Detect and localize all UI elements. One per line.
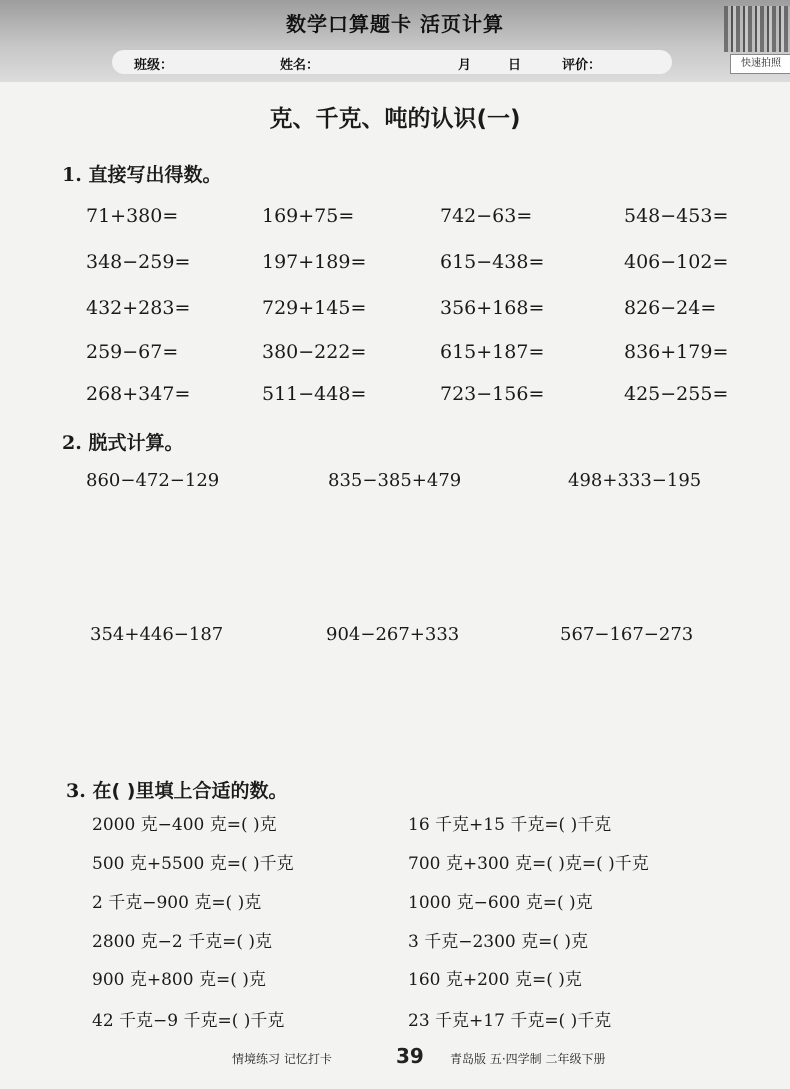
month-label: 月 — [458, 58, 472, 73]
arithmetic-item: 406−102= — [624, 251, 729, 273]
arithmetic-item: 511−448= — [262, 383, 367, 405]
arithmetic-item: 169+75= — [262, 205, 355, 227]
arithmetic-item: 197+189= — [262, 251, 367, 273]
name-label: 姓名： — [280, 58, 320, 73]
arithmetic-item: 380−222= — [262, 341, 367, 363]
fill-blank-item: 700 克+300 克=( )克=( )千克 — [408, 854, 649, 874]
fill-blank-item: 42 千克−9 千克=( )千克 — [92, 1011, 285, 1031]
arithmetic-item: 723−156= — [440, 383, 545, 405]
section-3-heading — [66, 776, 287, 803]
page-number: 39 — [396, 1044, 424, 1068]
quick-photo-label: 快速拍照 — [730, 54, 790, 74]
fill-blank-item: 23 千克+17 千克=( )千克 — [408, 1011, 612, 1031]
arithmetic-item: 826−24= — [624, 297, 717, 319]
arithmetic-item: 836+179= — [624, 341, 729, 363]
footer-right: 青岛版 五·四学制 二年级下册 — [450, 1052, 606, 1066]
banner-title: 数学口算题卡 活页计算 — [286, 12, 504, 36]
expression-item: 860−472−129 — [86, 470, 220, 491]
section-1-number: 1. — [62, 164, 82, 186]
eval-label: 评价： — [562, 58, 602, 73]
arithmetic-item: 432+283= — [86, 297, 191, 319]
section-2-number: 2. — [62, 432, 82, 454]
page-title: 克、千克、吨的认识(一) — [269, 106, 521, 132]
qr-code-icon — [724, 6, 790, 52]
arithmetic-item: 268+347= — [86, 383, 191, 405]
expression-item: 904−267+333 — [326, 624, 460, 645]
section-1-title: 直接写出得数。 — [88, 164, 222, 186]
arithmetic-item: 615+187= — [440, 341, 545, 363]
fill-blank-item: 2800 克−2 千克=( )克 — [92, 932, 273, 952]
footer-left: 情境练习 记忆打卡 — [232, 1052, 332, 1066]
section-2-heading — [62, 428, 183, 455]
section-1-heading — [62, 160, 221, 187]
fill-blank-item: 2000 克−400 克=( )克 — [92, 815, 277, 835]
section-3-number: 3. — [66, 780, 86, 802]
arithmetic-item: 348−259= — [86, 251, 191, 273]
fill-blank-item: 3 千克−2300 克=( )克 — [408, 932, 589, 952]
header-bar — [0, 0, 790, 82]
arithmetic-item: 425−255= — [624, 383, 729, 405]
info-bar — [112, 50, 672, 74]
arithmetic-item: 356+168= — [440, 297, 545, 319]
arithmetic-item: 742−63= — [440, 205, 533, 227]
page-footer — [0, 1044, 790, 1072]
class-label: 班级： — [134, 58, 174, 73]
fill-blank-item: 2 千克−900 克=( )克 — [92, 893, 262, 913]
section-3-title: 在( )里填上合适的数。 — [92, 780, 288, 802]
arithmetic-item: 729+145= — [262, 297, 367, 319]
expression-item: 835−385+479 — [328, 470, 462, 491]
day-label: 日 — [508, 58, 522, 73]
expression-item: 354+446−187 — [90, 624, 224, 645]
arithmetic-item: 71+380= — [86, 205, 179, 227]
fill-blank-item: 16 千克+15 千克=( )千克 — [408, 815, 612, 835]
fill-blank-item: 1000 克−600 克=( )克 — [408, 893, 593, 913]
arithmetic-item: 259−67= — [86, 341, 179, 363]
section-2-title: 脱式计算。 — [88, 432, 184, 454]
arithmetic-item: 548−453= — [624, 205, 729, 227]
fill-blank-item: 500 克+5500 克=( )千克 — [92, 854, 294, 874]
expression-item: 567−167−273 — [560, 624, 694, 645]
fill-blank-item: 900 克+800 克=( )克 — [92, 970, 266, 990]
expression-item: 498+333−195 — [568, 470, 702, 491]
fill-blank-item: 160 克+200 克=( )克 — [408, 970, 582, 990]
arithmetic-item: 615−438= — [440, 251, 545, 273]
